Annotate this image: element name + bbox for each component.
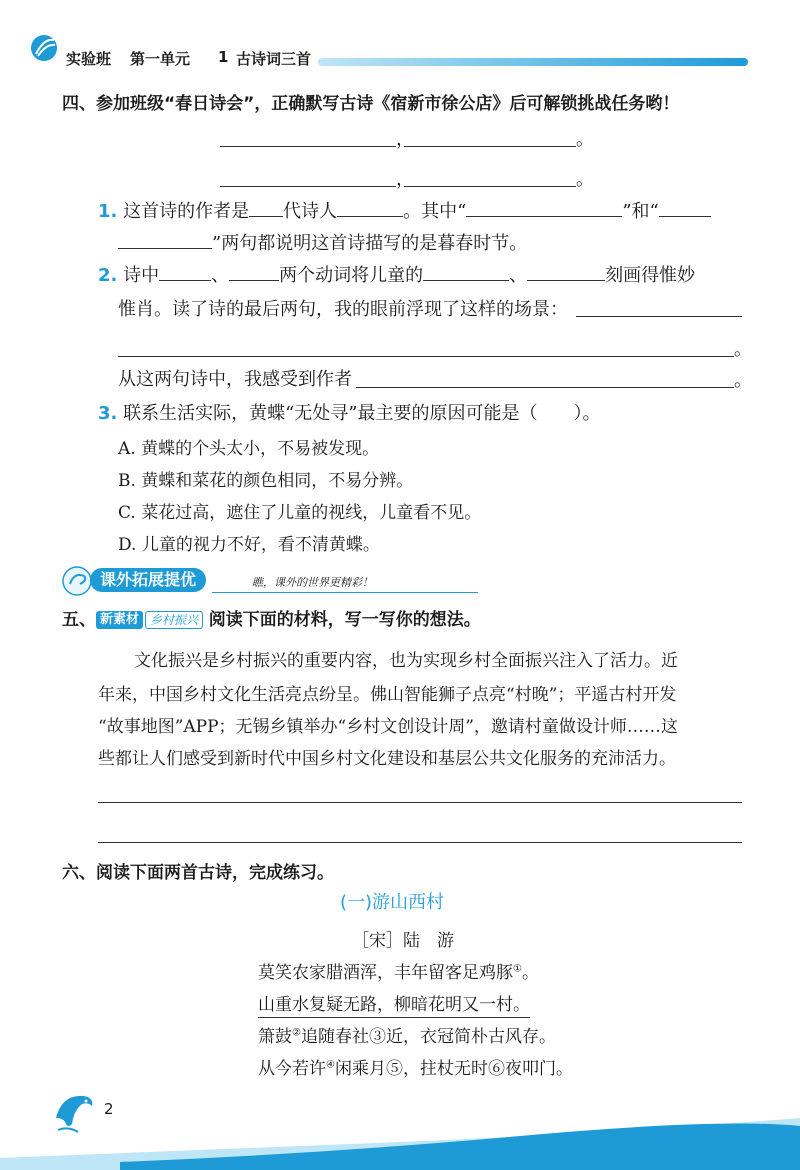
poem-period-2: 。 xyxy=(576,169,594,190)
poem-blank-2 xyxy=(404,146,576,147)
answer-line-1[interactable] xyxy=(98,802,742,803)
tag-rural-revival: 乡村振兴 xyxy=(145,611,203,629)
question-2-feeling: 从这两句诗中，我感受到作者 xyxy=(118,369,352,390)
scene-period: 。 xyxy=(734,339,752,360)
option-c[interactable]: C. 菜花过高，遮住了儿童的视线，儿童看不见。 xyxy=(118,503,482,523)
blank-line-b-cont xyxy=(118,247,212,249)
banner-subtitle: 瞧，课外的世界更精彩！ xyxy=(252,576,373,589)
blank-poet xyxy=(337,215,403,217)
option-b[interactable]: B. 黄蝶和菜花的颜色相同，不易分辨。 xyxy=(118,471,414,491)
banner-underline xyxy=(212,592,478,593)
poem-comma-1: ， xyxy=(396,129,414,150)
blank-feeling xyxy=(356,387,734,388)
page-number: 2 xyxy=(104,1100,114,1118)
question-1-num: 1. xyxy=(98,201,118,222)
poem-line-1: 莫笑农家腊酒浑，丰年留客足鸡豚①。 xyxy=(258,963,539,983)
question-2-num: 2. xyxy=(98,265,118,286)
question-2-cont: 惟肖。读了诗的最后两句，我的眼前浮现了这样的场景： xyxy=(118,299,568,320)
section5-title: 阅读下面的材料，写一写你的想法。 xyxy=(208,610,481,630)
section4-title: 四、参加班级“春日诗会”，正确默写古诗《宿新市徐公店》后可解锁挑战任务哟！ xyxy=(62,94,680,114)
answer-line-2[interactable] xyxy=(98,842,742,843)
blank-action-1 xyxy=(423,279,509,281)
footer-wave xyxy=(0,1096,800,1170)
blank-line-b xyxy=(659,215,711,217)
blank-verb-2 xyxy=(229,279,279,281)
material-line-4: 些都让人们感受到新时代中国乡村文化建设和基层公共文化服务的充沛活力。 xyxy=(98,749,676,769)
question-3-num: 3. xyxy=(98,403,118,424)
blank-scene-1 xyxy=(576,316,742,317)
question-2: 2. 诗中 、 两个动词将儿童的 、 刻画得惟妙 xyxy=(98,265,696,286)
poem-author: ［宋］陆 游 xyxy=(352,931,454,951)
tag-new-material: 新素材 xyxy=(96,611,143,629)
section5-prefix: 五、 xyxy=(62,610,96,630)
banner-title: 课外拓展提优 xyxy=(100,570,197,589)
leaf-logo-icon xyxy=(30,34,60,62)
poem-comma-2: ， xyxy=(396,169,414,190)
header-brand: 实验班 xyxy=(66,50,112,68)
option-a[interactable]: A. 黄蝶的个头太小，不易被发现。 xyxy=(118,439,380,459)
material-line-2: 年来，中国乡村文化生活亮点纷呈。佛山智能狮子点亮“村晚”；平遥古村开发 xyxy=(98,685,677,705)
blank-dynasty xyxy=(249,215,283,217)
poem-line-2: 山重水复疑无路，柳暗花明又一村。 xyxy=(258,990,530,1018)
header-unit: 第一单元 xyxy=(130,50,191,68)
blank-verb-1 xyxy=(159,279,211,281)
blank-scene-2 xyxy=(118,356,734,357)
material-line-3: “故事地图”APP；无锡乡镇举办“乡村文创设计周”，邀请村童做设计师……这 xyxy=(98,717,678,737)
poem-title: (一)游山西村 xyxy=(340,892,445,913)
section6-title: 六、阅读下面两首古诗，完成练习。 xyxy=(62,863,334,883)
poem-line-3: 箫鼓②追随春社③近，衣冠简朴古风存。 xyxy=(258,1027,556,1047)
header-bar xyxy=(0,30,800,70)
header-lesson-title: 古诗词三首 xyxy=(236,50,312,68)
extension-banner xyxy=(62,566,422,596)
poem-blank-3 xyxy=(220,186,396,187)
option-d[interactable]: D. 儿童的视力不好，看不清黄蝶。 xyxy=(118,535,380,555)
header-rule xyxy=(318,58,748,66)
blank-action-2 xyxy=(527,279,605,281)
question-1-cont: ”两句都说明这首诗描写的是暮春时节。 xyxy=(118,232,527,256)
question-3: 3. 联系生活实际，黄蝶“无处寻”最主要的原因可能是（ ）。 xyxy=(98,403,601,424)
poem-line-4: 从今若许④闲乘月⑤，拄杖无时⑥夜叩门。 xyxy=(258,1059,573,1079)
header-lesson-num: 1 xyxy=(218,48,229,66)
section5-title-row xyxy=(62,608,481,632)
banner-title-box xyxy=(90,568,206,592)
feeling-period: 。 xyxy=(734,370,752,391)
blank-line-a xyxy=(466,215,622,217)
material-line-1: 文化振兴是乡村振兴的重要内容，也为实现乡村全面振兴注入了活力。近 xyxy=(134,651,678,671)
poem-blank-1 xyxy=(220,146,396,147)
question-1: 1. 这首诗的作者是 代诗人 。其中“ ”和“ xyxy=(98,200,711,224)
poem-blank-4 xyxy=(404,186,576,187)
poem-period-1: 。 xyxy=(576,129,594,150)
